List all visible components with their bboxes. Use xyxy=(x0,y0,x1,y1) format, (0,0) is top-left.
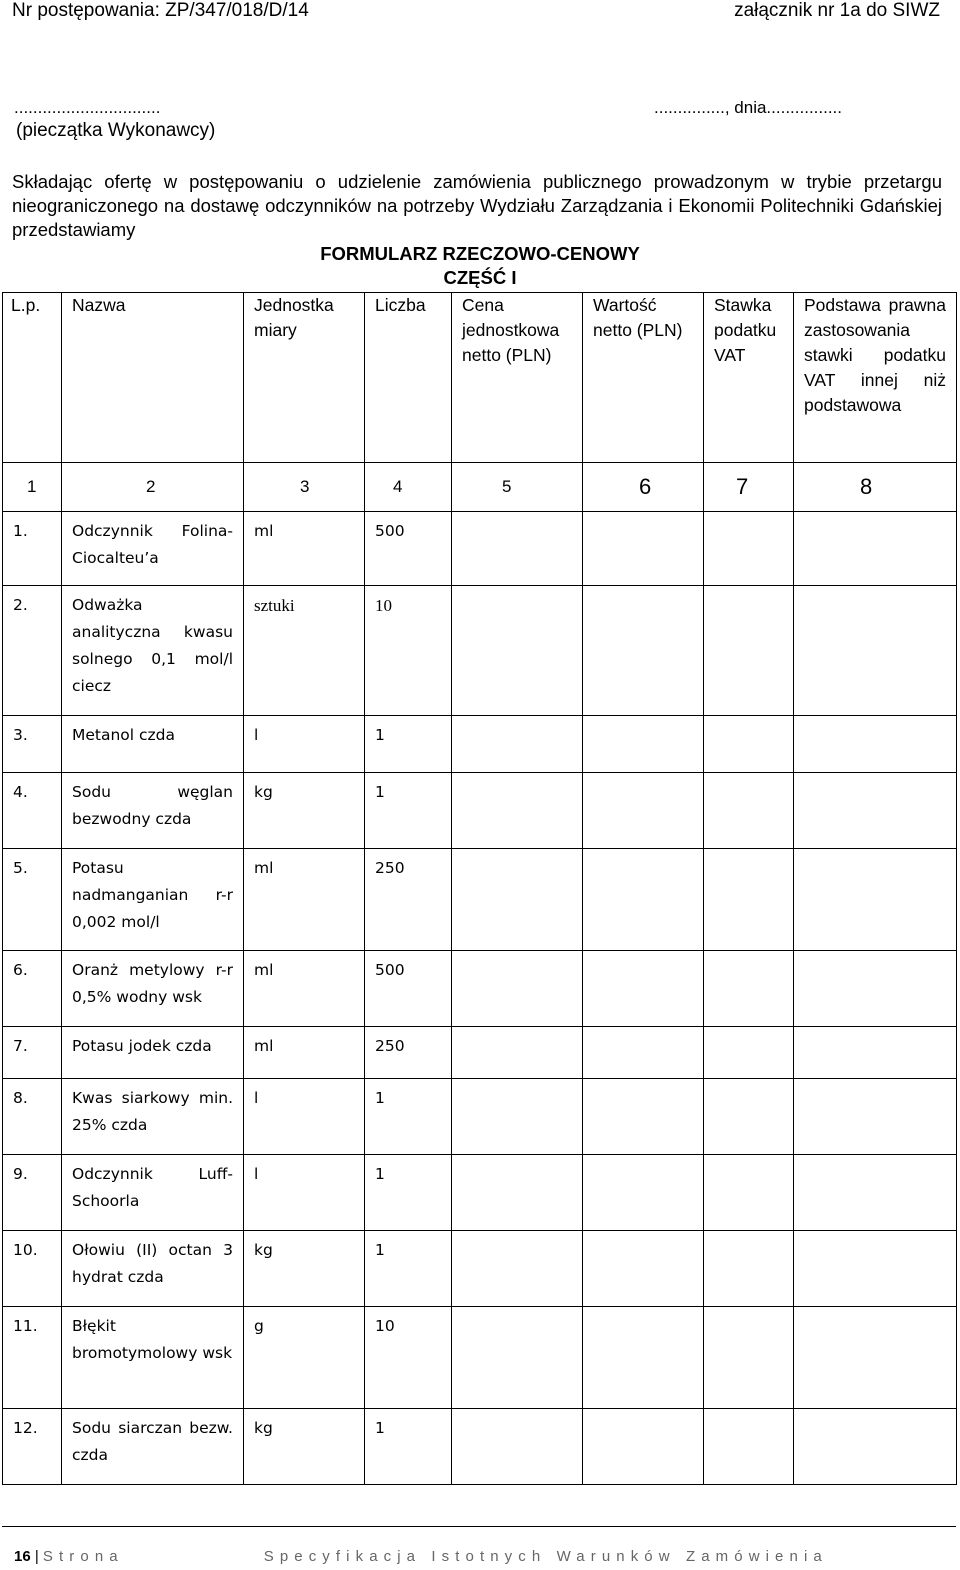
place-date: ..............., dnia................ xyxy=(654,98,843,117)
row-legal-basis xyxy=(794,1307,957,1409)
procedure-number: Nr postępowania: ZP/347/018/D/14 xyxy=(12,0,309,21)
row-legal-basis xyxy=(794,586,957,716)
row-vat-rate xyxy=(704,716,794,773)
row-lp: 2. xyxy=(3,586,62,716)
row-lp: 4. xyxy=(3,773,62,849)
row-name: Odważka analityczna kwasu solnego 0,1 mol/l ciecz xyxy=(62,586,244,716)
row-name: Oranż metylowy r-r 0,5% wodny wsk xyxy=(62,951,244,1027)
row-unit-price xyxy=(452,1027,583,1079)
header-unit: Jednostka miary xyxy=(244,293,365,463)
row-qty: 10 xyxy=(365,1307,452,1409)
price-form-table xyxy=(2,292,957,1485)
row-unit: kg xyxy=(244,1409,365,1485)
col-number: 1 xyxy=(3,463,62,512)
row-unit-price xyxy=(452,716,583,773)
row-unit: ml xyxy=(244,1027,365,1079)
row-unit: l xyxy=(244,716,365,773)
row-legal-basis xyxy=(794,773,957,849)
row-vat-rate xyxy=(704,849,794,951)
row-vat-rate xyxy=(704,1307,794,1409)
header-legal-basis: Podstawa prawna zastosowania stawki podatku VAT innej niż podstawowa xyxy=(794,293,957,463)
table-row xyxy=(3,773,957,849)
table-row xyxy=(3,716,957,773)
header-lp: L.p. xyxy=(3,293,62,463)
row-qty: 250 xyxy=(365,1027,452,1079)
form-part: CZĘŚĆ I xyxy=(443,267,517,288)
row-unit: kg xyxy=(244,1231,365,1307)
stamp-label: (pieczątka Wykonawcy) xyxy=(16,120,216,141)
table-header-row xyxy=(3,293,957,463)
row-qty: 250 xyxy=(365,849,452,951)
row-unit: sztuki xyxy=(244,586,365,716)
row-qty: 1 xyxy=(365,773,452,849)
row-net-value xyxy=(583,773,704,849)
row-name: Metanol czda xyxy=(62,716,244,773)
row-qty: 1 xyxy=(365,716,452,773)
table-row xyxy=(3,1027,957,1079)
row-unit-price xyxy=(452,849,583,951)
row-legal-basis xyxy=(794,1231,957,1307)
form-title-block xyxy=(0,242,960,290)
row-vat-rate xyxy=(704,1027,794,1079)
row-legal-basis xyxy=(794,1409,957,1485)
row-unit: ml xyxy=(244,951,365,1027)
row-net-value xyxy=(583,849,704,951)
header-vat-rate: Stawka podatku VAT xyxy=(704,293,794,463)
row-unit-price xyxy=(452,951,583,1027)
row-unit: kg xyxy=(244,773,365,849)
row-lp: 7. xyxy=(3,1027,62,1079)
col-number: 6 xyxy=(583,463,704,512)
row-name: Potasu jodek czda xyxy=(62,1027,244,1079)
row-unit-price xyxy=(452,586,583,716)
row-net-value xyxy=(583,1307,704,1409)
row-unit-price xyxy=(452,773,583,849)
row-legal-basis xyxy=(794,951,957,1027)
footer-separator: | xyxy=(30,1548,43,1565)
table-row xyxy=(3,849,957,951)
row-vat-rate xyxy=(704,773,794,849)
row-vat-rate xyxy=(704,1079,794,1155)
row-name: Potasu nadmanganian r-r 0,002 mol/l xyxy=(62,849,244,951)
col-number: 8 xyxy=(794,463,957,512)
row-unit: ml xyxy=(244,849,365,951)
page-word: Strona xyxy=(42,1548,124,1565)
row-unit-price xyxy=(452,1079,583,1155)
table-row xyxy=(3,1409,957,1485)
row-net-value xyxy=(583,1231,704,1307)
row-lp: 1. xyxy=(3,512,62,586)
row-legal-basis xyxy=(794,1155,957,1231)
row-name: Sodu węglan bezwodny czda xyxy=(62,773,244,849)
row-name: Odczynnik Folina-Ciocalteu’a xyxy=(62,512,244,586)
row-net-value xyxy=(583,716,704,773)
row-net-value xyxy=(583,1027,704,1079)
table-row xyxy=(3,1231,957,1307)
row-net-value xyxy=(583,1409,704,1485)
row-unit-price xyxy=(452,1409,583,1485)
table-row xyxy=(3,1307,957,1409)
document-name: Specyfikacja Istotnych Warunków Zamówienia xyxy=(263,1548,828,1565)
row-vat-rate xyxy=(704,1231,794,1307)
page-number: 16 xyxy=(14,1548,31,1565)
row-unit: g xyxy=(244,1307,365,1409)
col-number: 2 xyxy=(62,463,244,512)
row-legal-basis xyxy=(794,1027,957,1079)
column-number-row xyxy=(3,463,957,512)
header-unit-price: Cena jednostkowa netto (PLN) xyxy=(452,293,583,463)
row-net-value xyxy=(583,586,704,716)
table-row xyxy=(3,586,957,716)
table-row xyxy=(3,1079,957,1155)
col-number: 3 xyxy=(244,463,365,512)
col-number: 5 xyxy=(452,463,583,512)
row-lp: 11. xyxy=(3,1307,62,1409)
row-net-value xyxy=(583,1155,704,1231)
row-lp: 12. xyxy=(3,1409,62,1485)
row-lp: 8. xyxy=(3,1079,62,1155)
col-number: 4 xyxy=(365,463,452,512)
form-title: FORMULARZ RZECZOWO-CENOWY xyxy=(320,243,640,264)
row-legal-basis xyxy=(794,716,957,773)
row-unit: ml xyxy=(244,512,365,586)
row-legal-basis xyxy=(794,1079,957,1155)
row-qty: 500 xyxy=(365,951,452,1027)
row-qty: 500 xyxy=(365,512,452,586)
row-qty: 1 xyxy=(365,1079,452,1155)
row-legal-basis xyxy=(794,512,957,586)
row-name: Ołowiu (II) octan 3 hydrat czda xyxy=(62,1231,244,1307)
row-legal-basis xyxy=(794,849,957,951)
row-unit-price xyxy=(452,1155,583,1231)
header-name: Nazwa xyxy=(62,293,244,463)
row-lp: 9. xyxy=(3,1155,62,1231)
row-net-value xyxy=(583,512,704,586)
header-net-value: Wartość netto (PLN) xyxy=(583,293,704,463)
row-name: Błękit bromotymolowy wsk xyxy=(62,1307,244,1409)
intro-paragraph: Składając ofertę w postępowaniu o udzielenie zamówienia publicznego prowadzonym w trybie przetargu nieograniczonego na dostawę odczynników na potrzeby Wydziału Zarządzania i Ekonomii Politechniki Gdańskiej przedstawiamy xyxy=(12,171,942,240)
stamp-dots: ............................... xyxy=(14,98,161,117)
row-vat-rate xyxy=(704,512,794,586)
table-row xyxy=(3,951,957,1027)
row-name: Kwas siarkowy min. 25% czda xyxy=(62,1079,244,1155)
row-vat-rate xyxy=(704,951,794,1027)
row-qty: 1 xyxy=(365,1409,452,1485)
col-number: 7 xyxy=(704,463,794,512)
row-unit-price xyxy=(452,1231,583,1307)
attachment-label: załącznik nr 1a do SIWZ xyxy=(734,0,940,21)
row-qty: 10 xyxy=(365,586,452,716)
row-net-value xyxy=(583,951,704,1027)
row-vat-rate xyxy=(704,1409,794,1485)
footer-divider xyxy=(2,1526,956,1527)
page-footer xyxy=(14,1548,828,1565)
row-unit-price xyxy=(452,512,583,586)
row-unit: l xyxy=(244,1079,365,1155)
row-vat-rate xyxy=(704,586,794,716)
row-name: Sodu siarczan bezw. czda xyxy=(62,1409,244,1485)
row-unit: l xyxy=(244,1155,365,1231)
table-row xyxy=(3,1155,957,1231)
row-lp: 3. xyxy=(3,716,62,773)
row-lp: 10. xyxy=(3,1231,62,1307)
header-qty: Liczba xyxy=(365,293,452,463)
row-unit-price xyxy=(452,1307,583,1409)
row-lp: 5. xyxy=(3,849,62,951)
table-row xyxy=(3,512,957,586)
row-qty: 1 xyxy=(365,1231,452,1307)
row-qty: 1 xyxy=(365,1155,452,1231)
row-net-value xyxy=(583,1079,704,1155)
row-name: Odczynnik Luff-Schoorla xyxy=(62,1155,244,1231)
row-vat-rate xyxy=(704,1155,794,1231)
row-lp: 6. xyxy=(3,951,62,1027)
